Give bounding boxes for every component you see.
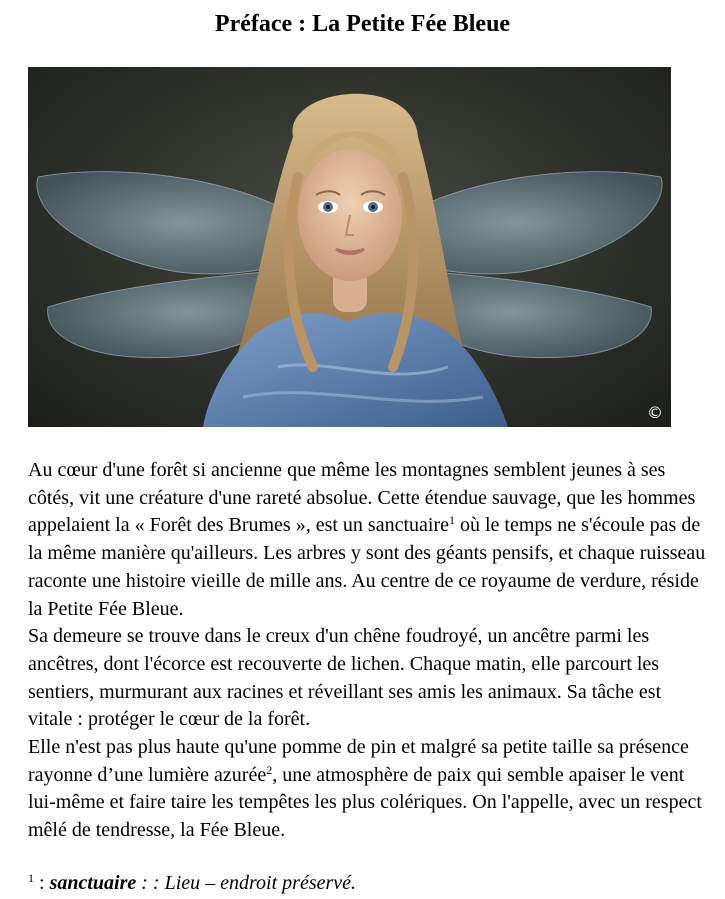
footnote: $^1$ : sanctuaire : : Lieu – endroit préservé. xyxy=(28,871,357,894)
paragraph-2: Sa demeure se trouve dans le creux d'un chêne foudroyé, un ancêtre parmi les ancêtres, dont l'écorce est recouverte de lichen. Chaque matin, elle parcourt les sentiers, murmurant aux racines et réveillant ses amis les animaux. Sa tâche est vitale : protéger le cœur de la forêt. xyxy=(28,625,662,731)
footnote-number: 1 xyxy=(28,871,34,885)
copyright-icon: © xyxy=(647,403,663,422)
preface-body xyxy=(28,457,708,845)
footnote-ref-2[interactable]: 2 xyxy=(266,762,273,777)
footnote-term: sanctuaire xyxy=(49,872,137,894)
paragraph-3: Elle n'est pas plus haute qu'une pomme de pin et malgré sa petite taille sa présence rayonne d’une lumière azurée$^2$, une atmosphère de paix qui semble apaiser le vent lui-même et faire taire les tempêtes les plus colériques. On l'appelle, avec un respect mêlé de tendresse, la Fée Bleue. xyxy=(28,736,702,842)
footnote-ref-1[interactable]: 1 xyxy=(449,513,455,528)
footnote-definition: : : Lieu – endroit préservé. xyxy=(136,872,357,894)
page-title: Préface : La Petite Fée Bleue xyxy=(214,11,511,37)
paragraph-1: Au cœur d'une forêt si ancienne que même les montagnes semblent jeunes à ses côtés, vit une créature d'une rareté absolue. Cette étendue sauvage, que les hommes appelaient la « Forêt des Brumes », est un sanctuaire$^1$ où le temps ne s'écoule pas de la même manière qu'ailleurs. Les arbres y sont des géants pensifs, et chaque ruisseau raconte une histoire vieille de mille ans. Au centre de ce royaume de verdure, réside la Petite Fée Bleue. xyxy=(28,459,706,620)
fairy-illustration xyxy=(28,67,671,427)
fairy-girl-illustration-icon xyxy=(28,67,671,427)
